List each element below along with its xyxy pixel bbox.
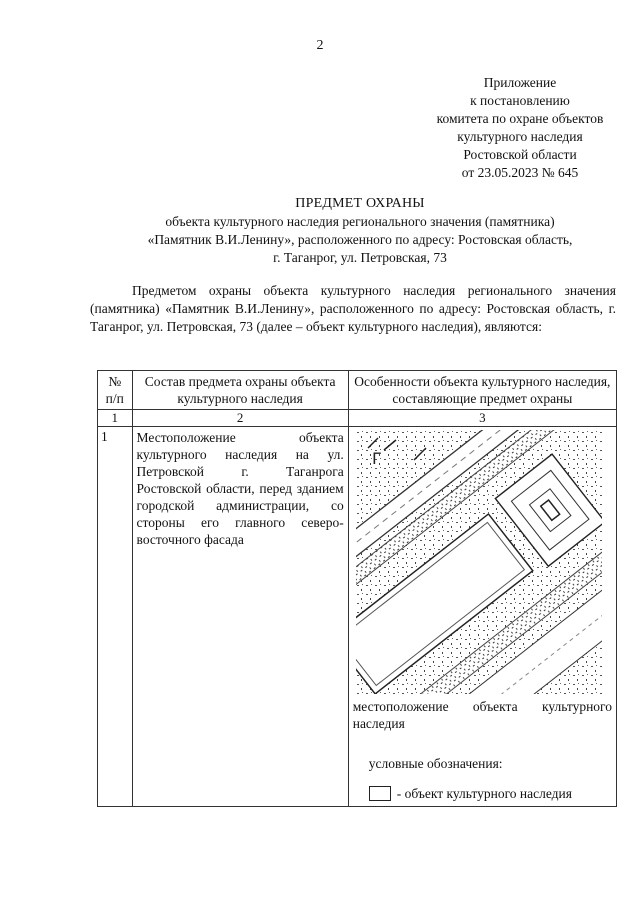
legend-title: условные обозначения:	[368, 756, 503, 771]
appendix-line: культурного наследия	[457, 129, 583, 144]
row-number: 1	[98, 427, 133, 807]
map-drawing	[356, 430, 602, 694]
heading-line: объекта культурного наследия регионального значения (памятника)	[165, 214, 555, 229]
page-number: 2	[316, 38, 324, 53]
header-number: № п/п	[98, 371, 133, 410]
table-numbering-row	[98, 410, 617, 427]
document-title: ПРЕДМЕТ ОХРАНЫ	[295, 196, 425, 211]
map-caption: местоположение объекта культурного наследия	[352, 699, 612, 731]
svg-text:Г: Г	[371, 449, 382, 468]
col-number: 3	[348, 410, 616, 427]
table-header-row	[98, 371, 617, 410]
appendix-block	[400, 74, 640, 182]
col-number: 1	[98, 410, 133, 427]
appendix-line: комитета по охране объектов	[436, 111, 604, 126]
heading-line: «Памятник В.И.Ленину», расположенного по адресу: Ростовская область,	[147, 232, 573, 247]
col-number: 2	[132, 410, 348, 427]
protection-table	[97, 370, 617, 807]
appendix-line: Приложение	[483, 75, 557, 90]
legend-label: - объект культурного наследия	[396, 786, 572, 801]
table-row	[98, 427, 617, 807]
location-map	[356, 430, 602, 694]
intro-paragraph: Предметом охраны объекта культурного наследия регионального значения (памятника) «Памятник В.И.Ленину», расположенного по адресу: Ростовская область, г. Таганрог, ул. Петровская, 73 (далее – объект культурного наследия), являются:	[90, 283, 616, 334]
legend-symbol	[369, 786, 391, 801]
header-composition: Состав предмета охраны объекта культурного наследия	[132, 371, 348, 410]
legend-item	[369, 785, 616, 802]
row-features-cell	[348, 427, 616, 807]
document-heading	[0, 195, 640, 267]
heading-line: г. Таганрог, ул. Петровская, 73	[273, 250, 447, 265]
appendix-line: к постановлению	[470, 93, 570, 108]
header-features: Особенности объекта культурного наследия, составляющие предмет охраны	[348, 371, 616, 410]
appendix-line: от 23.05.2023 № 645	[461, 165, 579, 180]
appendix-line: Ростовской области	[463, 147, 577, 162]
row-description: Местоположение объекта культурного наследия на ул. Петровской г. Таганрога Ростовской области, перед зданием городской администрации, со стороны его главного северо-восточного фасада	[132, 427, 348, 807]
